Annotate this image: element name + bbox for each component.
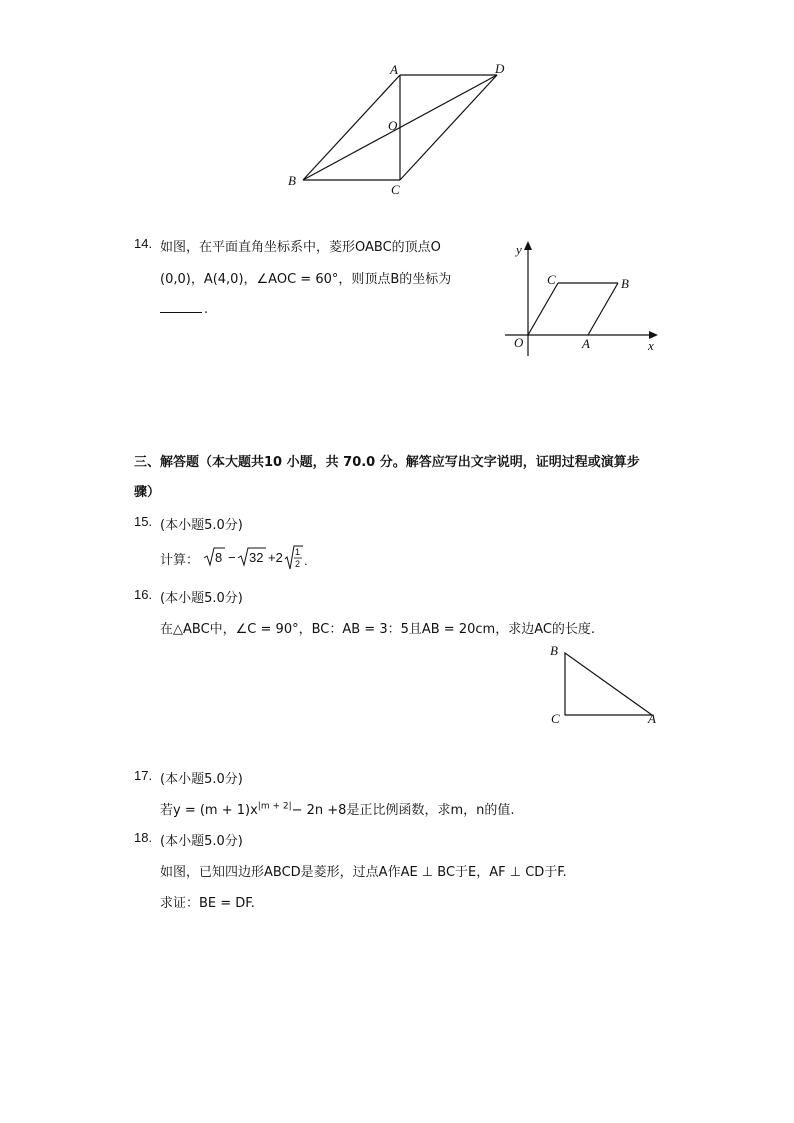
q14-number: 14.: [134, 236, 153, 251]
q18-line1: 如图，已知四边形ABCD是菱形，过点A作AE ⊥ BC于E，AF ⊥ CD于F.: [160, 865, 567, 880]
point-B-label: B: [621, 276, 629, 291]
point-C-label: C: [547, 272, 556, 287]
radical-expression: [203, 545, 313, 571]
radicand-8: 8: [215, 550, 223, 565]
q16-text: 在△ABC中，∠C = 90°，BC：AB = 3：5且AB = 20cm，求边AC的长度.: [160, 622, 596, 637]
q18-line2: 求证：BE = DF.: [160, 896, 255, 911]
fraction-denominator: 2: [295, 559, 301, 569]
q15-number: 15.: [134, 514, 153, 529]
section-heading: 三、解答题（本大题共10 小题，共 70.0 分。解答应写出文字说明，证明过程或演算步: [134, 455, 640, 470]
q14-line3-suffix: .: [204, 302, 209, 317]
label-A: A: [390, 62, 398, 77]
q17-score: (本小题5.0分): [160, 772, 243, 787]
top-figure: [280, 58, 520, 198]
radicand-32: 32: [249, 550, 264, 565]
q17-text: [160, 799, 514, 818]
fraction-numerator: 1: [295, 547, 301, 557]
period: .: [304, 553, 308, 568]
q17-exponent: |m + 2|: [257, 801, 292, 812]
triangle-C-label: C: [551, 711, 560, 726]
q16-figure: [540, 640, 665, 730]
axis-y-label: y: [516, 242, 522, 257]
label-O: O: [388, 118, 398, 133]
q17-pre: 若y = (m + 1)x: [160, 803, 258, 818]
q14-line3: [160, 300, 208, 317]
label-C: C: [391, 182, 400, 197]
q14-line2: (0,0)，A(4,0)，∠AOC = 60°，则顶点B的坐标为: [160, 272, 452, 287]
q16-score: (本小题5.0分): [160, 591, 243, 606]
coordinate-diagram: [500, 234, 665, 359]
point-A-label: A: [582, 336, 590, 351]
q18-score: (本小题5.0分): [160, 834, 243, 849]
q15-score: (本小题5.0分): [160, 518, 243, 533]
triangle-A-label: A: [648, 711, 656, 726]
minus-sign: −: [228, 550, 236, 565]
point-O-label: O: [514, 335, 524, 350]
triangle-diagram: [540, 640, 665, 730]
q17-post: − 2n +8是正比例函数，求m，n的值.: [291, 803, 515, 818]
axis-x-label: x: [648, 338, 654, 353]
q14-figure: [500, 234, 665, 359]
q15-expression: [160, 545, 313, 571]
label-D: D: [495, 61, 505, 76]
triangle-B-label: B: [550, 643, 558, 658]
q17-number: 17.: [134, 768, 153, 783]
q18-number: 18.: [134, 830, 153, 845]
q15-prefix: 计算：: [160, 553, 200, 568]
q14-line1: 如图，在平面直角坐标系中，菱形OABC的顶点O: [160, 240, 441, 255]
rhombus-diagram: [280, 58, 520, 198]
section-heading-cont: 骤）: [134, 485, 161, 500]
label-B: B: [288, 173, 296, 188]
q16-number: 16.: [134, 587, 153, 602]
answer-blank: [160, 300, 202, 313]
plus-two: +2: [268, 550, 283, 565]
